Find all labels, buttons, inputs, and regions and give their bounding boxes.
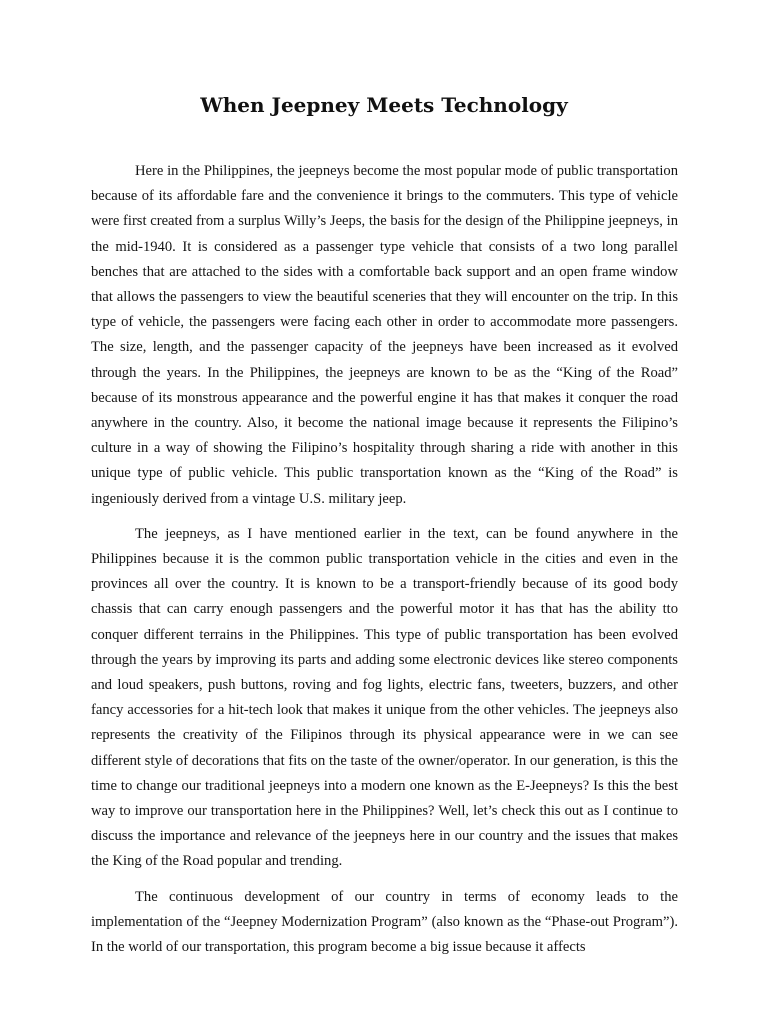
document-body xyxy=(91,159,678,970)
document-title: When Jeepney Meets Technology xyxy=(200,93,568,117)
paragraph-1: Here in the Philippines, the jeepneys become the most popular mode of public transportation because of its affordable fare and the convenience it brings to the commuters. This type of vehicle were first created from a surplus Willy’s Jeeps, the basis for the design of the Philippine jeepneys, in the mid-1940. It is considered as a passenger type vehicle that consists of a two long parallel benches that are attached to the sides with a comfortable back support and an open frame window that allows the passengers to view the beautiful sceneries that they will encounter on the trip. In this type of vehicle, the passengers were facing each other in order to accommodate more passengers. The size, length, and the passenger capacity of the jeepneys have been increased as it evolved through the years. In the Philippines, the jeepneys are known to be as the “King of the Road” because of its monstrous appearance and the powerful engine it has that makes it conquer the road anywhere in the country. Also, it become the national image because it represents the Filipino’s culture in a way of showing the Filipino’s hospitality through sharing a ride with another in this unique type of public vehicle. This public transportation known as the “King of the Road” is ingeniously derived from a vintage U.S. military jeep. xyxy=(91,163,678,507)
paragraph-2: The jeepneys, as I have mentioned earlier in the text, can be found anywhere in the Philippines because it is the common public transportation vehicle in the cities and even in the provinces all over the country. It is known to be a transport-friendly because of its good body chassis that can carry enough passengers and the powerful motor it has that has the ability tto conquer different terrains in the Philippines. This type of public transportation has been evolved through the years by improving its parts and adding some electronic devices like stereo components and loud speakers, push buttons, roving and fog lights, electric fans, tweeters, buzzers, and other fancy accessories for a hit-tech look that makes it unique from the other vehicles. The jeepneys also represents the creativity of the Filipinos through its physical appearance were in we can see different style of decorations that fits on the taste of the owner/operator. In our generation, is this the time to change our traditional jeepneys into a modern one known as the E-Jeepneys? Is this the best way to improve our transportation here in the Philippines? Well, let’s check this out as I continue to discuss the importance and relevance of the jeepneys here in our country and the issues that makes the King of the Road popular and trending. xyxy=(91,525,678,870)
paragraph-3: The continuous development of our country in terms of economy leads to the implementation of the “Jeepney Modernization Program” (also known as the “Phase-out Program”). In the world of our transportation, this program become a big issue because it affects xyxy=(91,888,678,956)
